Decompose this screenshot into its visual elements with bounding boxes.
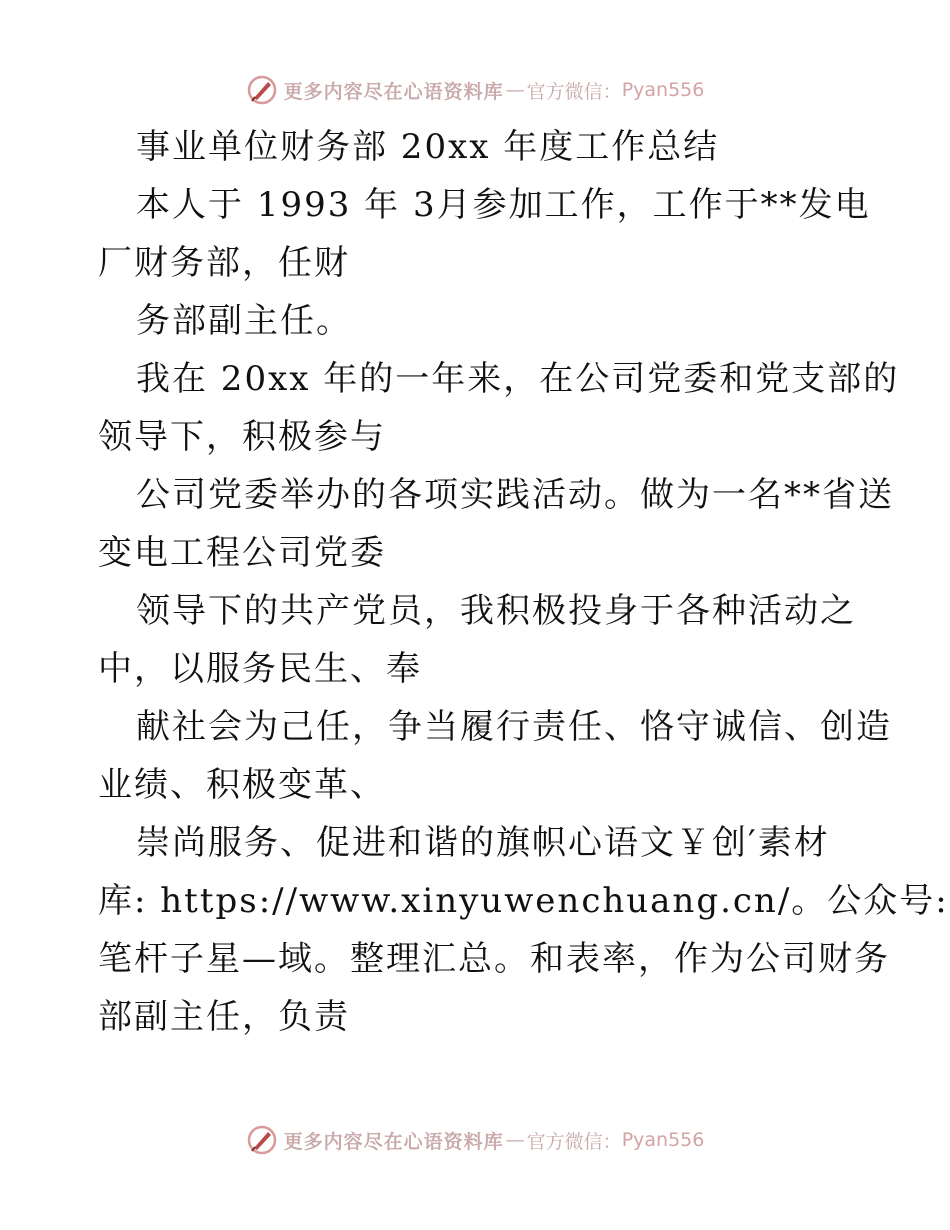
banner-text: 更多内容尽在心语资料库 [283, 80, 504, 103]
banner-wechat-label: 官方微信： [526, 1130, 622, 1153]
document-line: 厂财务部，任财 [98, 243, 350, 283]
document-line: 领导下的共产党员，我积极投身于各种活动之 [136, 591, 856, 631]
document-line: 库: https://www.xinyuwenchuang.cn/。公众号: [98, 881, 949, 921]
document-line: 变电工程公司党委 [98, 533, 386, 573]
banner-dash: — [505, 79, 525, 101]
document-line: 我在 20xx 年的一年来，在公司党委和党支部的 [136, 359, 900, 399]
banner-wechat-id: Pyan556 [621, 1129, 705, 1151]
document-line: 笔杆子星—域。整理汇总。和表率，作为公司财务 [98, 939, 890, 979]
footer-watermark-banner [0, 1120, 950, 1160]
banner-dash: — [505, 1129, 525, 1151]
banner-wechat-id: Pyan556 [621, 79, 705, 101]
document-line: 部副主任，负责 [98, 997, 350, 1037]
document-line: 务部副主任。 [136, 301, 352, 341]
document-line: 本人于 1993 年 3月参加工作，工作于**发电 [136, 185, 871, 225]
quill-logo-icon [246, 1124, 278, 1156]
banner-text: 更多内容尽在心语资料库 [283, 1130, 504, 1153]
document-line: 业绩、积极变革、 [98, 765, 386, 805]
document-line: 中，以服务民生、奉 [98, 649, 422, 689]
document-line: 事业单位财务部 20xx 年度工作总结 [136, 127, 720, 167]
document-line: 公司党委举办的各项实践活动。做为一名**省送 [136, 475, 894, 515]
document-line: 领导下，积极参与 [98, 417, 386, 457]
document-line: 崇尚服务、促进和谐的旗帜心语文￥创′素材 [136, 823, 830, 863]
header-watermark-banner [0, 70, 950, 110]
document-body [98, 118, 949, 1046]
quill-logo-icon [246, 74, 278, 106]
document-line: 献社会为己任，争当履行责任、恪守诚信、创造 [136, 707, 892, 747]
banner-wechat-label: 官方微信： [526, 80, 622, 103]
